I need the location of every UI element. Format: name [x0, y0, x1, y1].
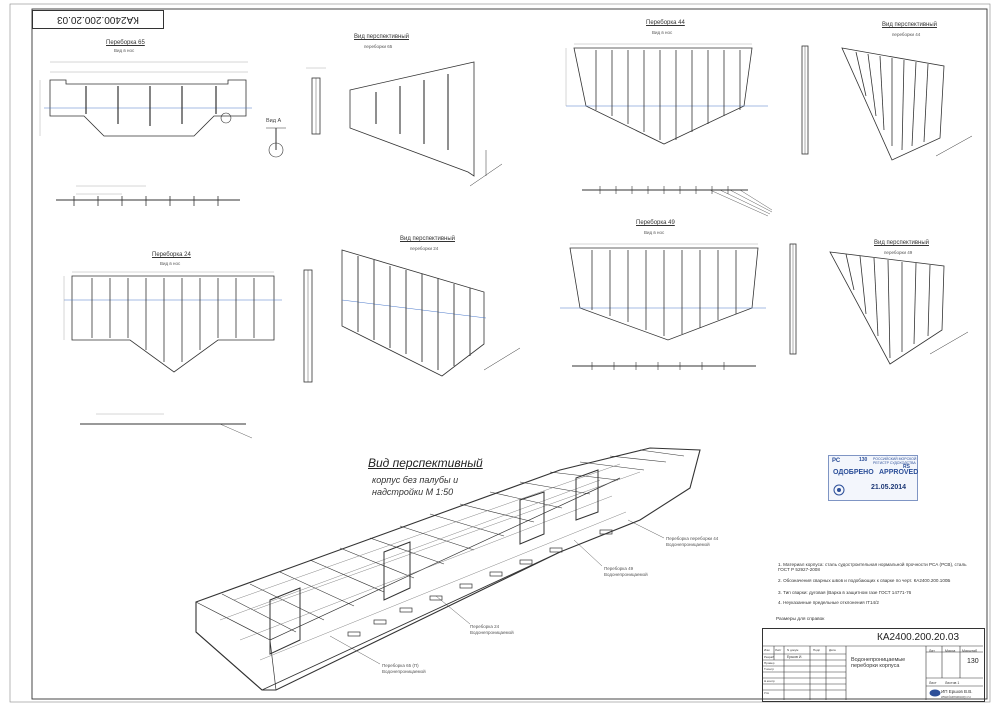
- tb-razrab: Разраб: [764, 655, 774, 659]
- tb-masshtab: Масштаб: [962, 649, 977, 653]
- note-1: 1. Материал корпуса: сталь судостроительная нормальной прочности РСА (РСВ), сталь ГОСТ Р 52927-2008: [778, 562, 967, 572]
- bulkhead-49-title: Переборка 49: [636, 220, 675, 226]
- note-2: 2. Обозначения сварных швов и подобающих к сварке по черт. КА2400.200.100Б: [778, 578, 951, 583]
- bulkhead-24-plan: [80, 414, 252, 438]
- stamp-rs-left: РС: [832, 458, 841, 464]
- bulkhead-24-view: [64, 272, 282, 372]
- note-3: 3. Тип сварки: дуговая (Варка в защитном газе ГОСТ 14771-76: [778, 590, 912, 595]
- callout-bulkhead-65-b: Водонепроницаемой: [382, 669, 426, 674]
- note-4: 4. Неуказанные предельные отклонения IT14/2: [778, 600, 879, 605]
- callout-bulkhead-49-b: Водонепроницаемой: [604, 572, 648, 577]
- persp-44: [842, 48, 972, 160]
- profile-49: [790, 244, 796, 354]
- callout-bulkhead-65: Переборка 65 (П): [382, 663, 419, 668]
- notes-footer: Размеры для справок: [776, 617, 825, 622]
- tb-massa: Масса: [945, 649, 956, 653]
- bulkhead-49-subtitle: Вид в нос: [644, 230, 665, 235]
- persp-44-title: Вид перспективный: [882, 22, 937, 28]
- mass-value: 130: [967, 658, 979, 665]
- tb-nkontr: Н.контр: [764, 679, 775, 683]
- persp-44-subtitle: переборки 44: [892, 32, 921, 37]
- main-perspective-sub1: корпус без палубы и: [372, 475, 459, 485]
- inner-frame: [32, 9, 987, 699]
- stamp-number: 130: [859, 457, 868, 463]
- tb-podp: Подп: [813, 648, 821, 652]
- persp-49: [830, 252, 968, 364]
- bulkhead-49-plan: [572, 362, 756, 370]
- tb-lit: Лит: [929, 649, 935, 653]
- stamp-date: 21.05.2014: [871, 484, 907, 491]
- bulkhead-65-plan: [56, 186, 240, 206]
- tb-tkontr: Т.контр: [764, 667, 775, 671]
- bulkhead-44-plan: [582, 186, 772, 216]
- view-a-detail: [266, 128, 286, 157]
- stamp-emblem-icon: [833, 484, 845, 496]
- stamp-org-1: РОССИЙСКИЙ МОРСКОЙ: [873, 457, 917, 461]
- callout-bulkhead-49: Переборка 49: [604, 566, 634, 571]
- profile-65: [306, 68, 326, 134]
- organization: ИП Ершов В.В.: [941, 689, 973, 694]
- tb-izm: Изм: [764, 648, 770, 652]
- bulkhead-65-subtitle: Вид в нос: [114, 48, 135, 53]
- tb-data: Дата: [829, 648, 836, 652]
- drawing-code: КА2400.200.20.03: [877, 632, 960, 643]
- main-perspective-title: Вид перспективный: [368, 456, 483, 470]
- company-logo-icon: [929, 689, 941, 697]
- callout-bulkhead-44: Переборка переборки 44: [666, 536, 719, 541]
- sheet-title: Водонепроницаемые переборки корпуса: [851, 657, 906, 669]
- tb-author: Ершов И.: [787, 655, 803, 659]
- tb-listov: Листов 1: [945, 681, 960, 685]
- callout-bulkhead-24: Переборка 24: [470, 624, 500, 629]
- stamp-org-2: РЕГИСТР СУДОХОДСТВА: [873, 461, 916, 465]
- persp-49-title: Вид перспективный: [874, 240, 929, 246]
- title-block: [762, 628, 985, 702]
- tb-ndoc: N докум: [787, 648, 799, 652]
- persp-65-title: Вид перспективный: [354, 34, 409, 40]
- bulkhead-65-view: [40, 62, 252, 136]
- stamp-approved-en: APPROVED: [879, 469, 919, 476]
- tb-list2: Лист: [929, 681, 937, 685]
- mirrored-drawing-code: КА2400.200.20.03: [32, 10, 164, 29]
- persp-65: [350, 62, 502, 186]
- outer-frame: [10, 4, 990, 702]
- bulkhead-24-title: Переборка 24: [152, 252, 191, 258]
- profile-44: [802, 46, 808, 154]
- persp-65-subtitle: переборки 65: [364, 44, 393, 49]
- bulkhead-44-view: [566, 44, 768, 144]
- tb-list: Лист: [775, 648, 782, 652]
- persp-49-subtitle: переборки 49: [884, 250, 913, 255]
- profile-24: [304, 270, 312, 382]
- bulkhead-44-title: Переборка 44: [646, 20, 685, 26]
- stamp-approved-ru: ОДОБРЕНО: [833, 469, 874, 476]
- register-approval-stamp: [828, 455, 918, 501]
- persp-24-subtitle: переборки 24: [410, 246, 439, 251]
- tb-utv: Утв: [764, 691, 769, 695]
- stamp-rs-right: RS: [903, 464, 910, 470]
- main-perspective-sub2: надстройки М 1:50: [372, 487, 454, 497]
- bulkhead-44-subtitle: Вид в нос: [652, 30, 673, 35]
- bulkhead-49-view: [560, 244, 766, 340]
- callout-bulkhead-24-b: Водонепроницаемой: [470, 630, 514, 635]
- tb-prov: Провер: [764, 661, 775, 665]
- callout-bulkhead-44-b: Водонепроницаемой: [666, 542, 710, 547]
- view-a-title: Вид А: [266, 118, 282, 124]
- bulkhead-65-title: Переборка 65: [106, 40, 145, 46]
- persp-24-title: Вид перспективный: [400, 236, 455, 242]
- website: www.kamaxcorp.ru: [941, 695, 971, 699]
- persp-24: [342, 250, 520, 376]
- bulkhead-24-subtitle: Вид в нос: [160, 261, 181, 266]
